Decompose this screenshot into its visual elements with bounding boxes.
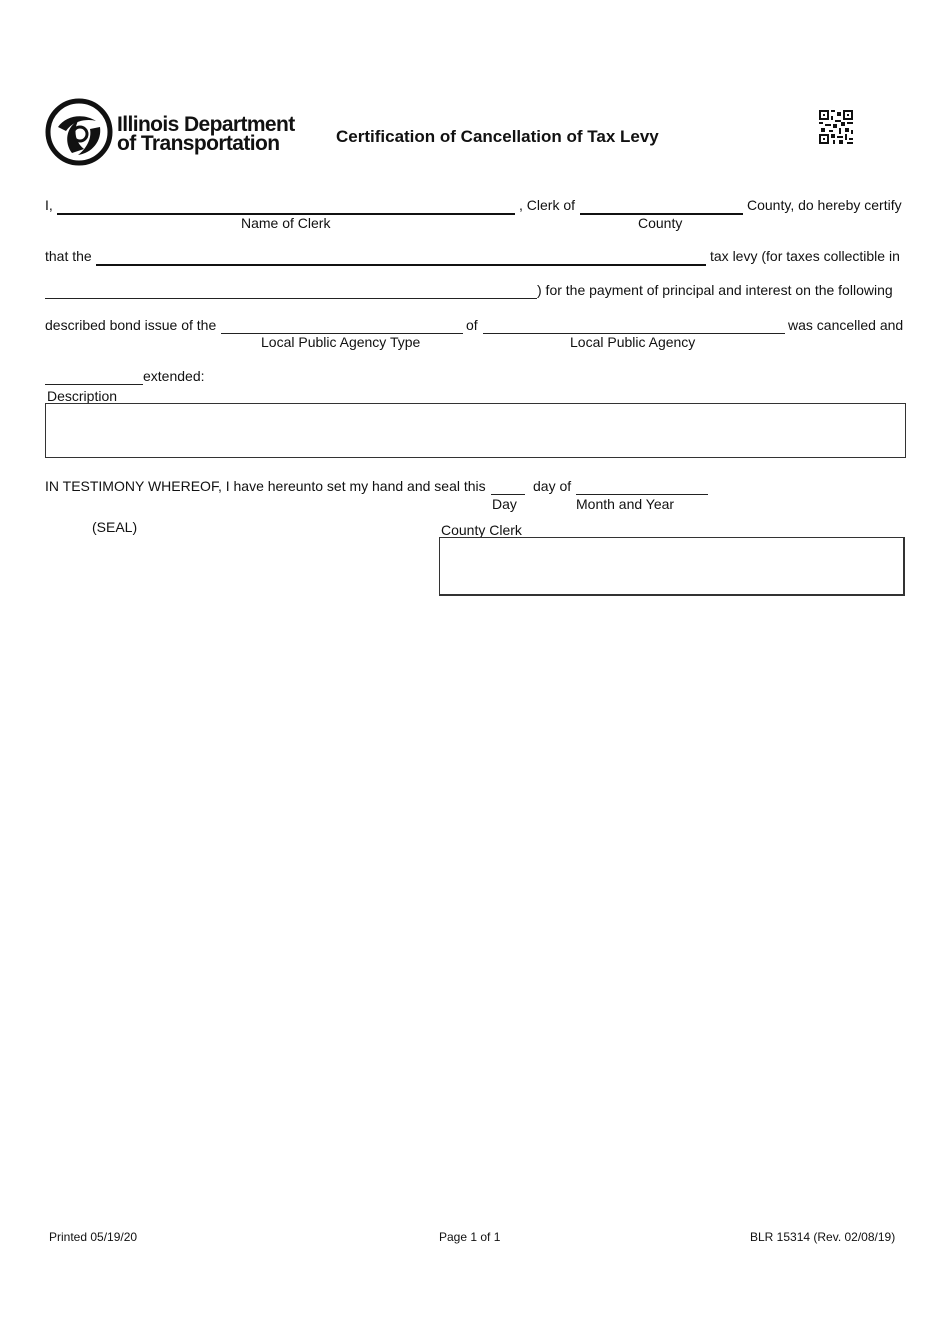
testimony-label: IN TESTIMONY WHEREOF, I have hereunto set my hand and seal this (45, 478, 486, 494)
description-input[interactable] (45, 403, 906, 458)
day-of-label: day of (533, 478, 572, 494)
description-label: Description (47, 388, 118, 404)
logo-line-1: Illinois Department (117, 113, 295, 136)
cancelled-label: was cancelled and (788, 317, 904, 333)
day-line (491, 494, 525, 495)
logo-line-2: of Transportation (117, 132, 280, 155)
month-year-line (576, 494, 708, 495)
tax-levy-input[interactable] (96, 246, 706, 264)
day-input[interactable] (491, 476, 525, 494)
printed-date: Printed 05/19/20 (49, 1230, 138, 1244)
agency-type-input[interactable] (221, 315, 463, 333)
of-label: of (466, 317, 478, 333)
county-input[interactable] (580, 195, 744, 213)
form-title: Certification of Cancellation of Tax Levy (336, 127, 659, 146)
month-year-input[interactable] (576, 476, 708, 494)
tax-levy-line (96, 264, 706, 266)
seal-label: (SEAL) (92, 519, 138, 535)
idot-emblem-icon (44, 97, 114, 167)
extended-label: extended: (143, 368, 205, 384)
county-clerk-label: County Clerk (441, 522, 522, 538)
described-bond-label: described bond issue of the (45, 317, 217, 333)
day-caption: Day (492, 496, 517, 512)
agency-caption: Local Public Agency (570, 334, 696, 350)
county-clerk-signature-box[interactable] (439, 537, 905, 596)
i-label: I, (45, 197, 53, 213)
clerk-name-input[interactable] (57, 195, 517, 213)
collectible-year-line (45, 298, 537, 299)
qr-code-icon (819, 110, 853, 144)
county-certify-label: County, do hereby certify (747, 197, 902, 213)
clerk-of-label: , Clerk of (519, 197, 576, 213)
county-caption: County (638, 215, 683, 231)
tax-levy-label: tax levy (for taxes collectible in (710, 248, 900, 264)
extended-line (45, 384, 143, 385)
that-the-label: that the (45, 248, 92, 264)
extended-input[interactable] (45, 366, 143, 384)
page-number: Page 1 of 1 (439, 1230, 501, 1244)
collectible-year-input[interactable] (45, 280, 537, 298)
form-id: BLR 15314 (Rev. 02/08/19) (750, 1230, 896, 1244)
principal-interest-label: ) for the payment of principal and interest on the following (537, 282, 893, 298)
month-year-caption: Month and Year (576, 496, 675, 512)
agency-type-caption: Local Public Agency Type (261, 334, 421, 350)
name-of-clerk-caption: Name of Clerk (241, 215, 331, 231)
agency-input[interactable] (483, 315, 785, 333)
idot-logo (44, 97, 304, 169)
